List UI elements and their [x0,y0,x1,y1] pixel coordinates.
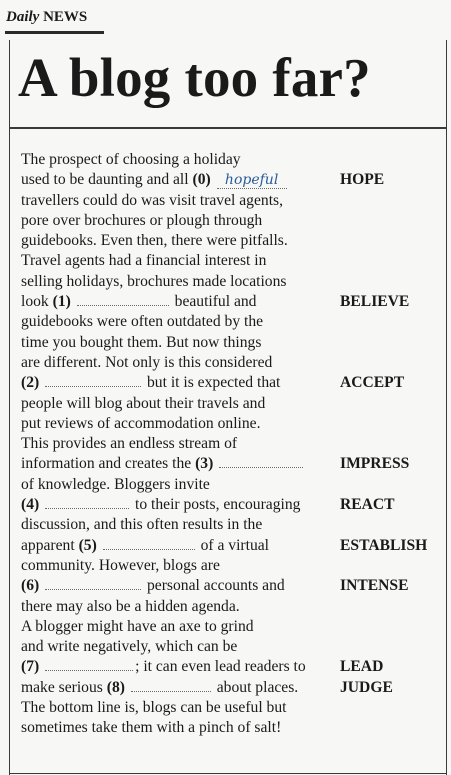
text-line: information and creates the (3) [21,454,343,474]
root-word-0: HOPE [340,171,385,189]
text-line: make serious (8) about places. [21,678,299,696]
headline-divider [9,127,447,129]
text-line: sometimes take them with a pinch of salt! [21,719,282,737]
root-word-5: ESTABLISH [340,536,428,554]
text-line: used to be daunting and all (0) hopeful [21,170,343,190]
text-line: A blogger might have an axe to grind [21,617,254,635]
masthead-daily: Daily [6,9,40,25]
gap-number: (8) [106,678,125,696]
text-line: (7) ; it can even lead readers to [21,658,306,676]
gap-number: (6) [21,577,40,595]
root-word-3: IMPRESS [340,455,410,473]
root-word-7: LEAD [340,658,384,676]
text-line: of knowledge. Bloggers invite [21,475,210,493]
gap-1-blank[interactable] [77,293,169,306]
text-line: guidebooks were often outdated by the [21,313,264,331]
text-line: look (1) beautiful and [21,293,257,311]
text-line: there may also be a hidden agenda. [21,597,240,615]
text-line: and write negatively, which can be [21,638,238,656]
gap-5-blank[interactable] [103,537,195,550]
text-line: travellers could do was visit travel agents, [21,191,283,209]
text-line: time you bought them. But now things [21,333,262,351]
example-answer: hopeful [217,172,287,189]
gap-number: (0) [192,171,211,189]
gap-4-blank[interactable] [45,496,129,509]
gap-number: (2) [21,374,40,392]
root-word-2: ACCEPT [340,374,405,392]
text-line: This provides an endless stream of [21,435,238,453]
text-line: apparent (5) of a virtual [21,536,270,554]
text-line: discussion, and this often results in the [21,516,263,534]
text-line: The prospect of choosing a holiday [21,151,241,168]
frame-right-border [446,40,447,775]
article-headline: A blog too far? [18,47,371,108]
text-line: are different. Not only is this considered [21,353,273,371]
word-formation-column [340,150,444,698]
masthead-underline [5,31,104,34]
gap-7-blank[interactable] [45,658,133,671]
text-line: (6) personal accounts and [21,577,285,595]
gap-number: (4) [21,496,40,514]
text-line: (2) but it is expected that [21,374,281,392]
masthead [6,8,87,26]
gap-2-blank[interactable] [45,374,141,387]
root-word-6: INTENSE [340,577,409,595]
root-word-4: REACT [340,496,395,514]
text-line: (4) to their posts, encouraging [21,496,301,514]
gap-8-blank[interactable] [131,679,211,692]
gap-6-blank[interactable] [45,577,141,590]
text-line: community. However, blogs are [21,556,220,574]
frame-left-border [9,40,10,775]
frame-bottom-border [9,773,447,774]
gap-number: (1) [52,293,71,311]
text-line: Travel agents had a financial interest in [21,252,267,270]
text-line: The bottom line is, blogs can be useful but [21,699,287,717]
gap-number: (7) [21,658,40,676]
gap-number: (5) [78,536,97,554]
text-line: put reviews of accommodation online. [21,414,261,432]
text-line: people will blog about their travels and [21,394,266,412]
root-word-8: JUDGE [340,678,393,696]
article-body [21,150,343,739]
text-line: selling holidays, brochures made locations [21,272,287,290]
masthead-news: NEWS [43,9,88,25]
text-line: guidebooks. Even then, there were pitfalls. [21,232,288,250]
text-line: pore over brochures or plough through [21,211,263,229]
root-word-1: BELIEVE [340,293,410,311]
gap-number: (3) [195,455,214,473]
gap-3-blank[interactable] [219,455,303,468]
